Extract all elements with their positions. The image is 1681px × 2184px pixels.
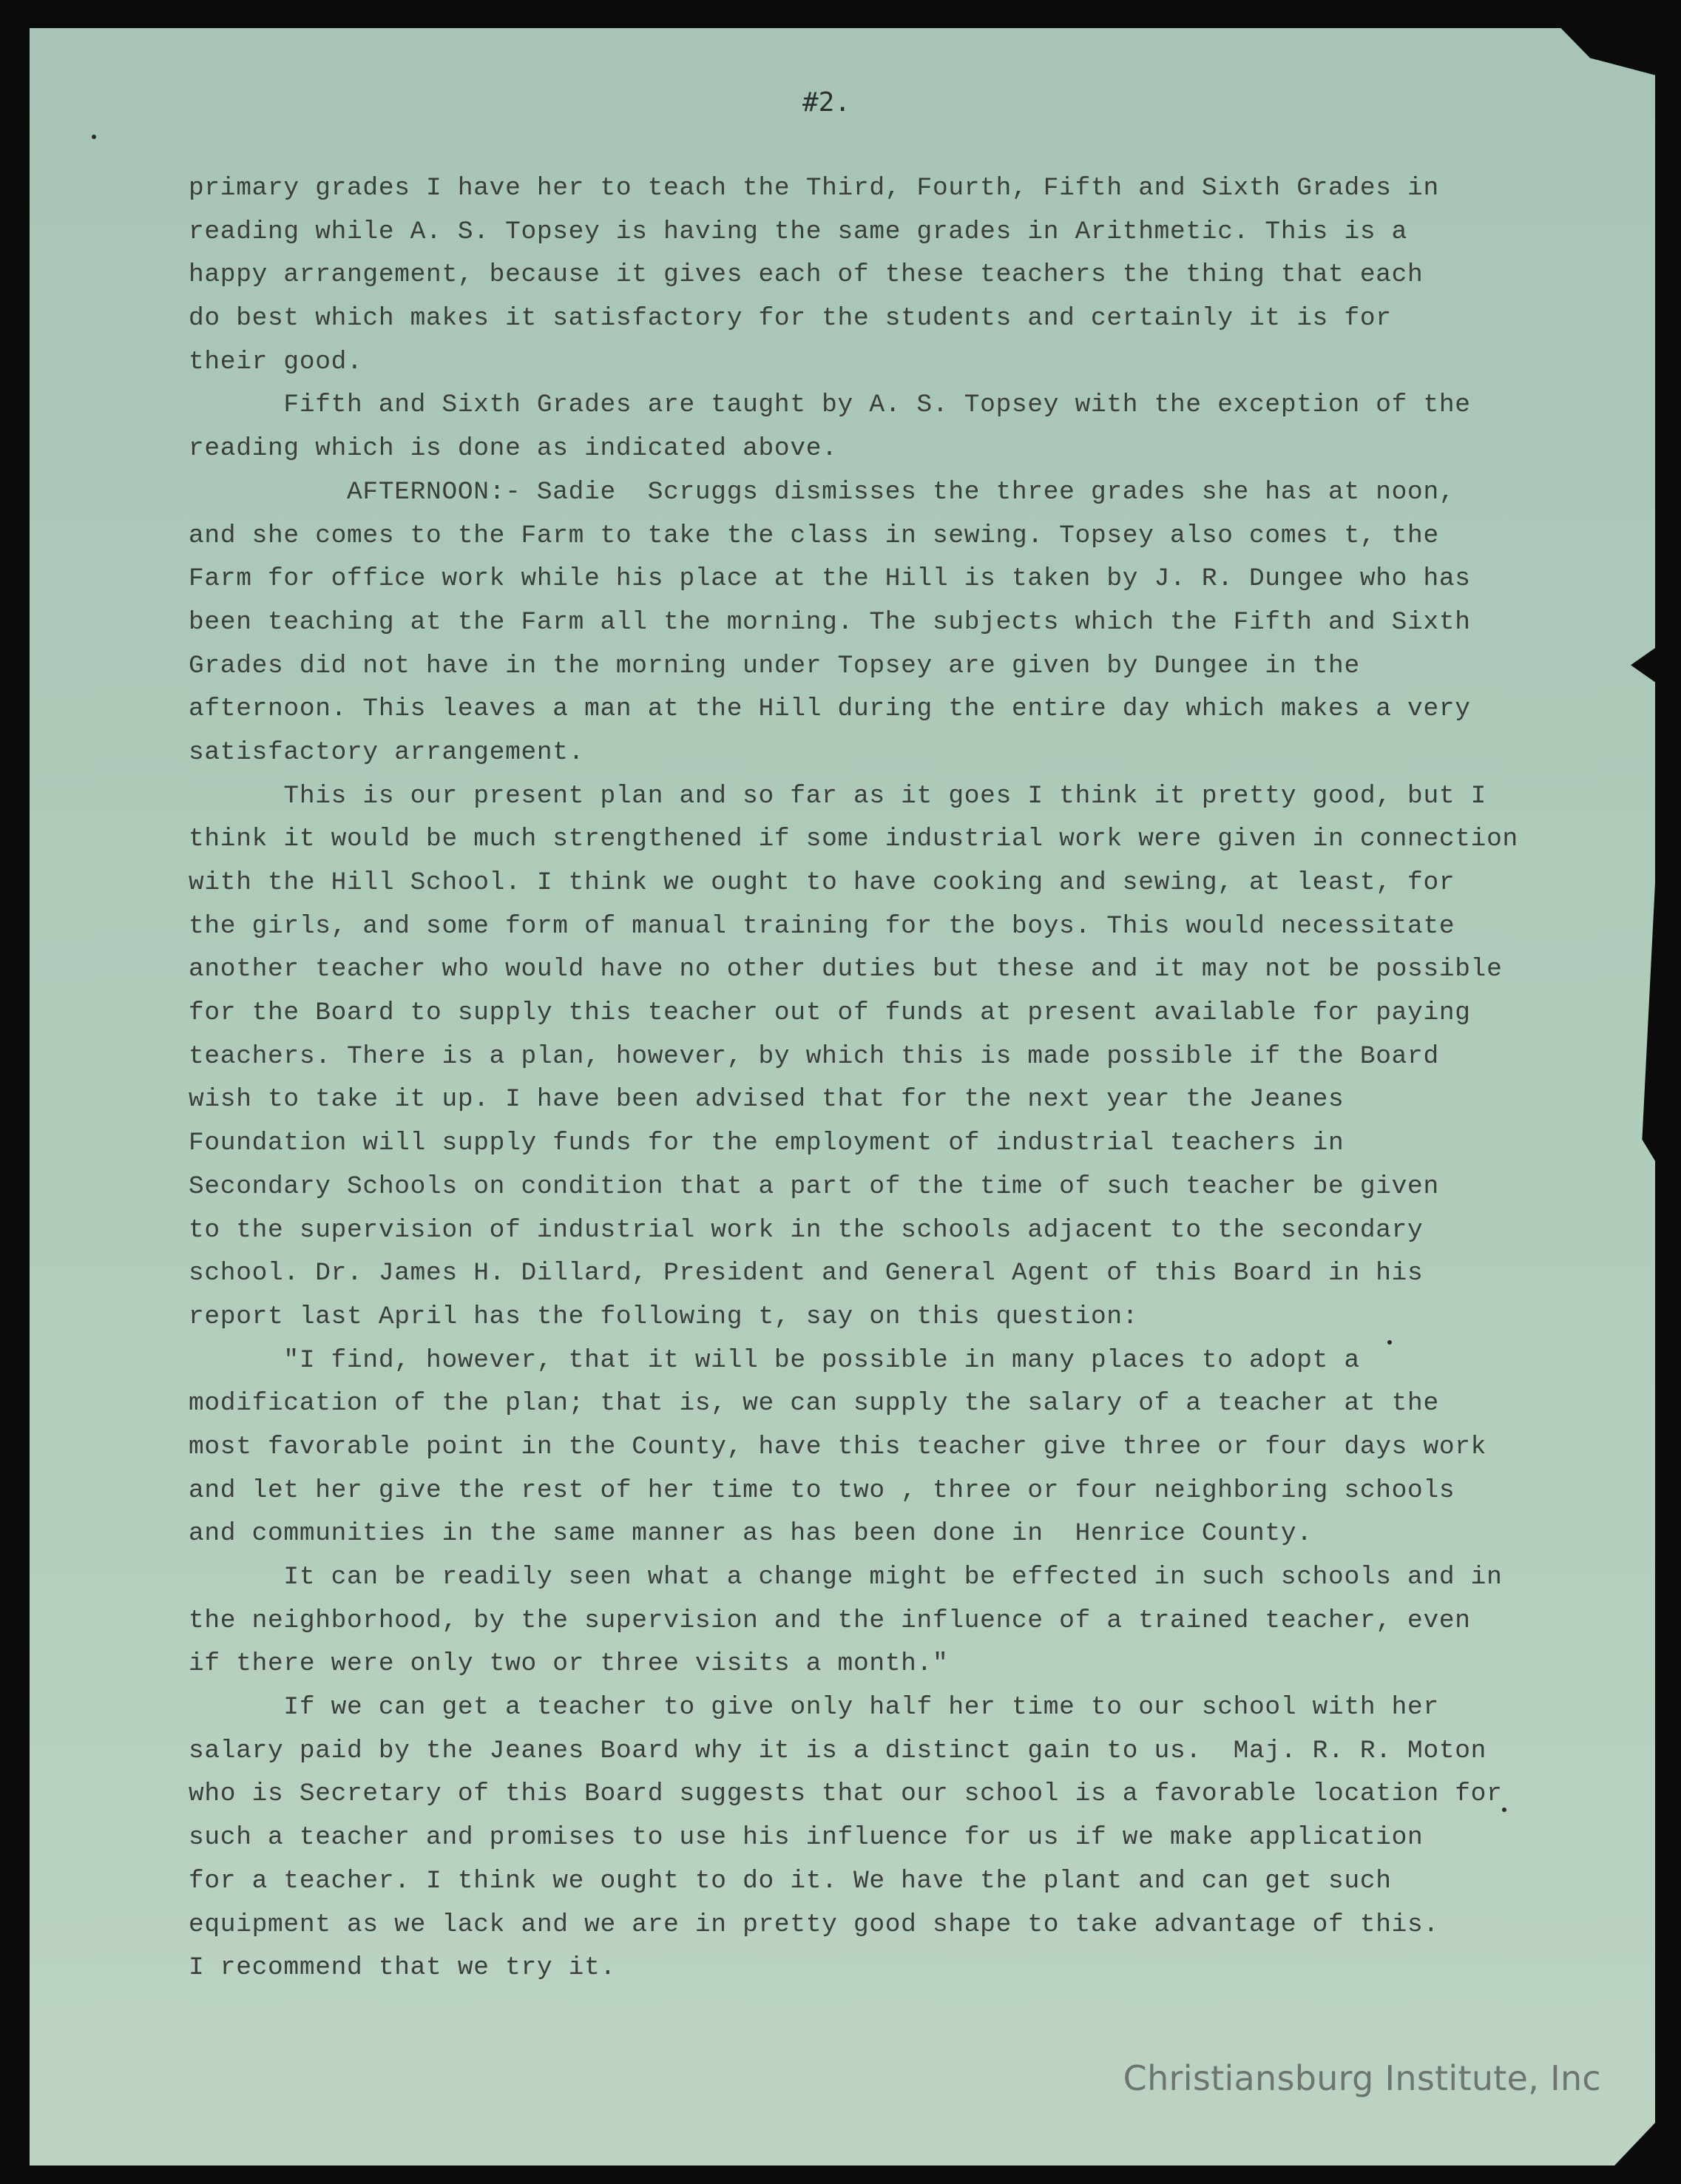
text-line: for the Board to supply this teacher out of funds at present available for paying: [189, 998, 1471, 1028]
text-line: I recommend that we try it.: [189, 1953, 616, 1983]
text-line: reading which is done as indicated above.: [189, 434, 838, 464]
archive-watermark: Christiansburg Institute, Inc: [1123, 2058, 1601, 2098]
text-line: for a teacher. I think we ought to do it. We have the plant and can get such: [189, 1866, 1392, 1896]
text-line: modification of the plan; that is, we can supply the salary of a teacher at the: [189, 1389, 1439, 1419]
text-line: Secondary Schools on condition that a part of the time of such teacher be given: [189, 1172, 1439, 1201]
text-line: to the supervision of industrial work in the schools adjacent to the secondary: [189, 1215, 1424, 1245]
text-line: the girls, and some form of manual training for the boys. This would necessitate: [189, 911, 1455, 941]
text-line: "I find, however, that it will be possible in many places to adopt a: [189, 1345, 1360, 1375]
text-line: if there were only two or three visits a month.": [189, 1649, 949, 1679]
text-line: wish to take it up. I have been advised that for the next year the Jeanes: [189, 1085, 1345, 1115]
text-line: AFTERNOON:- Sadie Scruggs dismisses the three grades she has at noon,: [189, 477, 1455, 507]
text-line: afternoon. This leaves a man at the Hill during the entire day which makes a very: [189, 694, 1471, 724]
text-line: and she comes to the Farm to take the class in sewing. Topsey also comes t, the: [189, 521, 1439, 550]
text-line: teachers. There is a plan, however, by which this is made possible if the Board: [189, 1041, 1439, 1071]
page-number: #2.: [802, 87, 851, 118]
text-line: It can be readily seen what a change might be effected in such schools and in: [189, 1563, 1503, 1592]
text-line: been teaching at the Farm all the morning. The subjects which the Fifth and Sixth: [189, 607, 1471, 637]
text-line: and let her give the rest of her time to two , three or four neighboring schools: [189, 1475, 1455, 1505]
text-line: with the Hill School. I think we ought to have cooking and sewing, at least, for: [189, 868, 1455, 897]
text-line: do best which makes it satisfactory for the students and certainly it is for: [189, 304, 1392, 334]
text-line: happy arrangement, because it gives each of these teachers the thing that each: [189, 260, 1424, 290]
text-line: Fifth and Sixth Grades are taught by A. S. Topsey with the exception of the: [189, 391, 1471, 420]
ink-speck: [92, 135, 96, 139]
text-line: report last April has the following t, say on this question:: [189, 1302, 1139, 1331]
text-line: another teacher who would have no other duties but these and it may not be possible: [189, 955, 1503, 984]
text-line: the neighborhood, by the supervision and the influence of a trained teacher, even: [189, 1606, 1471, 1635]
text-line: reading while A. S. Topsey is having the same grades in Arithmetic. This is a: [189, 217, 1408, 246]
text-line: think it would be much strengthened if some industrial work were given in connection: [189, 825, 1518, 854]
text-line: This is our present plan and so far as it goes I think it pretty good, but I: [189, 781, 1487, 811]
text-line: If we can get a teacher to give only half her time to our school with her: [189, 1693, 1439, 1722]
text-line: Foundation will supply funds for the employment of industrial teachers in: [189, 1129, 1345, 1158]
text-line: most favorable point in the County, have this teacher give three or four days work: [189, 1432, 1487, 1461]
text-line: equipment as we lack and we are in pretty good shape to take advantage of this.: [189, 1910, 1439, 1939]
letter-body: [189, 167, 1668, 1990]
text-line: their good.: [189, 347, 363, 376]
text-line: and communities in the same manner as has been done in Henrice County.: [189, 1519, 1313, 1549]
text-line: primary grades I have her to teach the Third, Fourth, Fifth and Sixth Grades in: [189, 174, 1439, 203]
text-line: school. Dr. James H. Dillard, President and General Agent of this Board in his: [189, 1259, 1424, 1288]
text-line: who is Secretary of this Board suggests that our school is a favorable location for: [189, 1779, 1503, 1809]
text-line: such a teacher and promises to use his influence for us if we make application: [189, 1823, 1424, 1853]
text-line: satisfactory arrangement.: [189, 737, 585, 767]
text-line: salary paid by the Jeanes Board why it is a distinct gain to us. Maj. R. R. Moton: [189, 1736, 1487, 1765]
text-line: Grades did not have in the morning under Topsey are given by Dungee in the: [189, 651, 1360, 680]
text-line: Farm for office work while his place at the Hill is taken by J. R. Dungee who has: [189, 564, 1471, 594]
